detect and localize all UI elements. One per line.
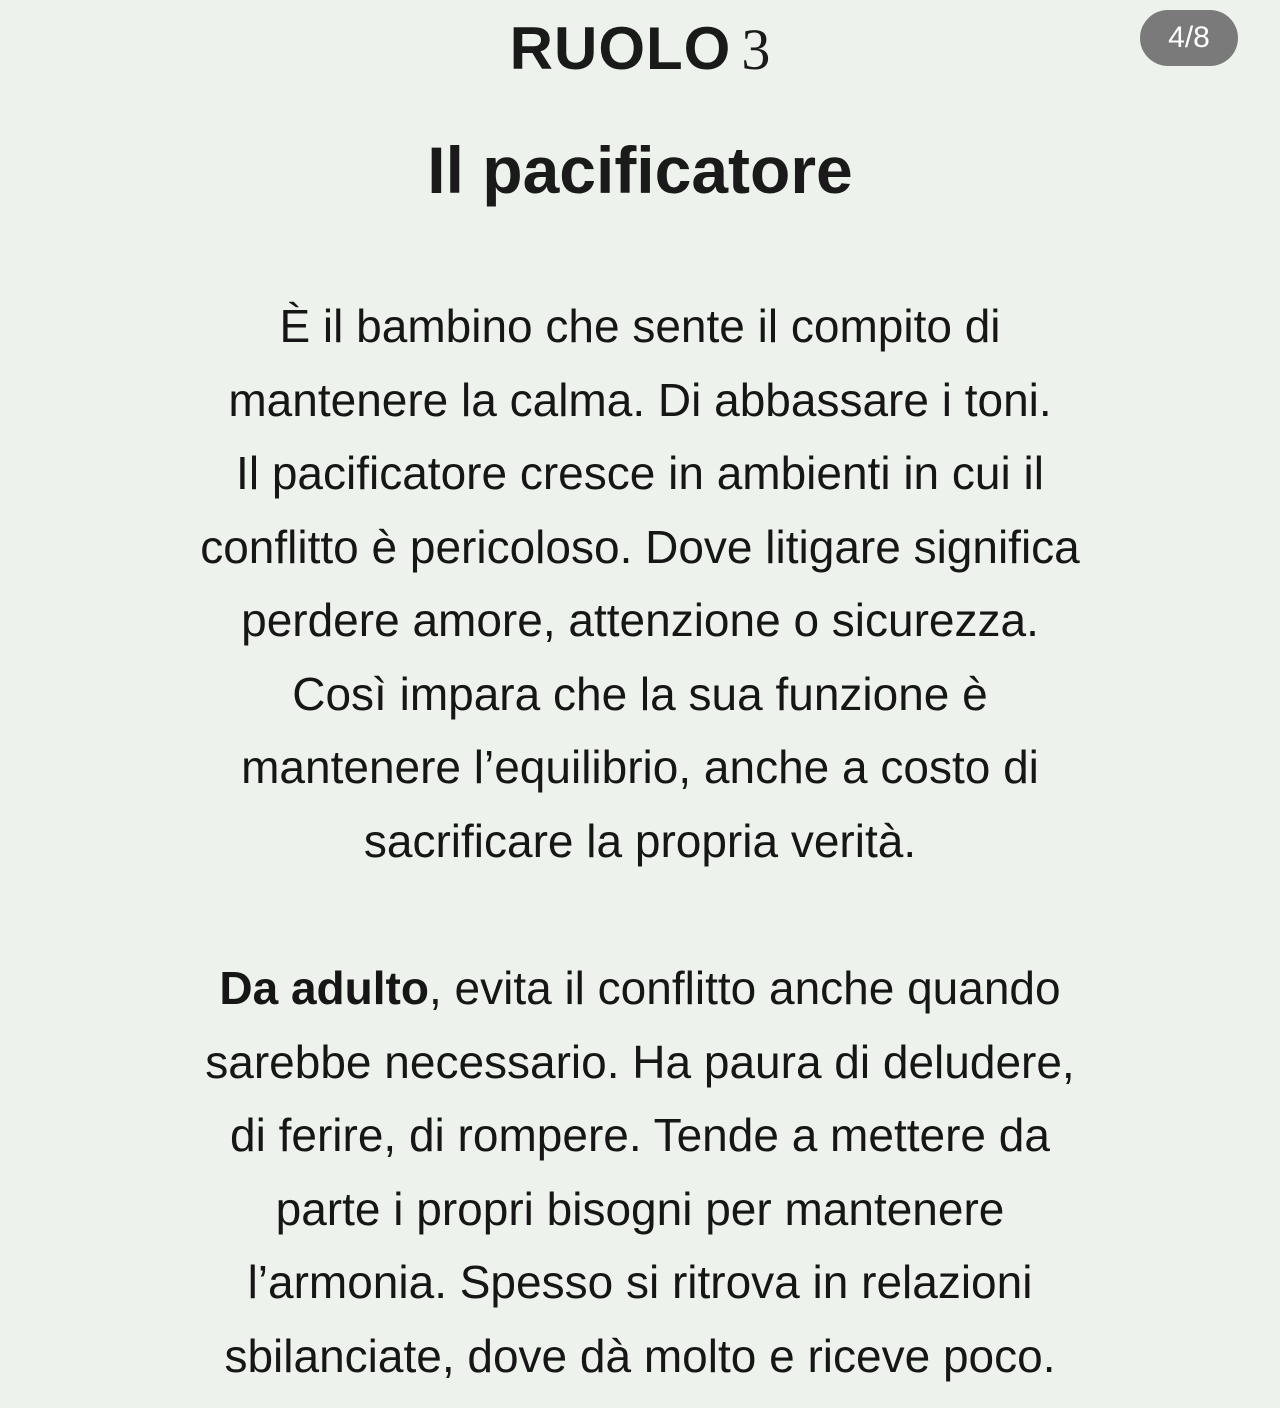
paragraph-line: Così impara che la sua funzione è bbox=[292, 667, 988, 720]
paragraph-line: mantenere l’equilibrio, anche a costo di bbox=[241, 741, 1039, 793]
paragraph-line: sarebbe necessario. Ha paura di deludere, bbox=[205, 1035, 1075, 1088]
role-label: RUOLO bbox=[509, 15, 732, 82]
role-number: 3 bbox=[741, 17, 771, 82]
paragraph-line bbox=[0, 952, 1280, 1026]
paragraph-line: sbilanciate, dove dà molto e riceve poco. bbox=[224, 1329, 1056, 1382]
paragraph-line: parte i propri bisogni per mantenere bbox=[275, 1182, 1005, 1235]
adult-lead-rest: , evita il conflitto anche quando bbox=[428, 962, 1061, 1014]
page-indicator-badge: 4/8 bbox=[1140, 10, 1238, 66]
paragraph-line: di ferire, di rompere. Tende a mettere da bbox=[230, 1109, 1050, 1161]
paragraph-line: perdere amore, attenzione o sicurezza. bbox=[241, 594, 1039, 646]
paragraph-line: Il pacificatore cresce in ambienti in cui il bbox=[236, 447, 1044, 499]
paragraph-line: conflitto è pericoloso. Dove litigare significa bbox=[200, 520, 1080, 573]
slide-header bbox=[0, 0, 1280, 210]
paragraph-line: l’armonia. Spesso si ritrova in relazioni bbox=[247, 1256, 1033, 1308]
description-paragraph bbox=[0, 290, 1280, 878]
role-name-heading: Il pacificatore bbox=[427, 133, 853, 207]
paragraph-line: sacrificare la propria verità. bbox=[363, 814, 917, 867]
adult-paragraph bbox=[0, 952, 1280, 1393]
paragraph-line: È il bambino che sente il compito di bbox=[279, 300, 1001, 352]
paragraph-line: mantenere la calma. Di abbassare i toni. bbox=[228, 373, 1052, 426]
adult-lead-bold: Da adulto bbox=[219, 962, 429, 1014]
role-title bbox=[0, 0, 1280, 84]
